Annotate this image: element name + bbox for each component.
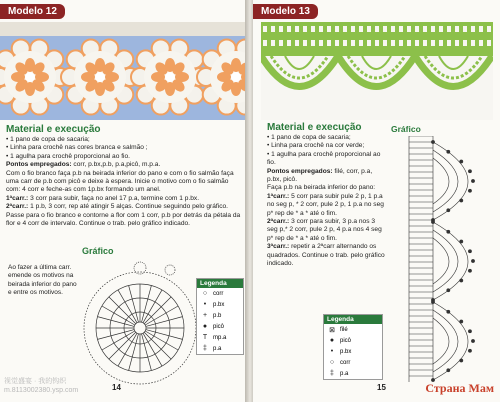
row-label: 2ªcarr.:	[267, 218, 290, 226]
graph-title: Gráfico	[391, 124, 421, 134]
legend-label: p.bx	[340, 348, 352, 355]
legend-label: p.b	[213, 312, 222, 319]
body-text: Faça p.b na beirada inferior do pano:	[267, 184, 376, 192]
material-line: • Linha para crochê na cor verde;	[267, 142, 365, 150]
legend-row	[197, 321, 243, 332]
legend-label: filé	[340, 326, 348, 333]
legend-row	[324, 346, 382, 357]
watermark-url: m.8113002380.ysp.com	[4, 387, 79, 394]
legend-row	[324, 335, 382, 346]
legend-label: p.a	[213, 345, 222, 352]
joining-note: Ao fazer a última carr. emende os motivos na beirada inferior do pano e entre os motivos.	[8, 264, 77, 297]
left-page	[0, 0, 247, 402]
watermark-text: 视觉盛宴 · 我的钩织	[4, 378, 67, 385]
stitches-text: corr, p.bx,p.b, p.a,picô, m.p.a.	[71, 161, 161, 169]
legend-symbol: •	[203, 301, 207, 308]
legend-symbol: ●	[329, 337, 335, 344]
crochet-chart	[403, 136, 495, 382]
model-tab: Modelo 12	[0, 4, 65, 19]
legend-row	[197, 332, 243, 343]
instructions-text	[6, 136, 242, 228]
row-text: 1 p.b, 3 corr, rep até atingir 5 alças. Continue seguindo pelo gráfico. Passe para o fio branco e contorne a flor com 1 corr, p.b por detrás da pétala da flor e 4 corr de intervalo. Continue o trab. pelo gráfico indicado.	[6, 203, 241, 228]
row-text: repetir a 2ªcarr alternando os quadrados. Continue o trab. pelo gráfico indicado.	[267, 243, 385, 268]
instructions-text	[267, 134, 387, 269]
legend-row	[197, 288, 243, 299]
crochet-chart	[82, 256, 200, 388]
row-label: 2ªcarr.:	[6, 203, 29, 211]
legend-symbol: ○	[202, 290, 208, 297]
legend-label: p.bx	[213, 301, 225, 308]
legend	[323, 314, 383, 380]
material-line: • Linha para crochê nas cores branca e salmão ;	[6, 144, 148, 152]
legend-row	[324, 357, 382, 368]
legend	[196, 278, 244, 355]
legend-title: Legenda	[324, 315, 382, 324]
body-text: Com o fio branco faça p.b na beirada inferior do pano e com o fio salmão faça uma carr de p.b com picô e deixe à espera. Inicie o motivo com o fio salmão com: 4 corr e feche-as com 1p.bx formando um anel.	[6, 169, 234, 194]
legend-label: picô	[213, 323, 225, 330]
stitches-label: Pontos empregados:	[267, 167, 333, 175]
legend-title: Legenda	[197, 279, 243, 288]
row-text: 3 corr para subir, 3 p.a nos 3 seg p,* 2 corr, pule 2 p, 4 p.a nos 4 seg p* rep de * a * até o fim.	[267, 218, 382, 242]
legend-symbol: T	[202, 334, 208, 341]
legend-row	[197, 310, 243, 321]
legend-symbol: +	[202, 312, 208, 319]
model-tab: Modelo 13	[253, 4, 318, 19]
page-number: 15	[377, 383, 386, 392]
row-label: 1ªcarr.:	[267, 192, 290, 200]
legend-symbol: •	[330, 348, 334, 355]
legend-row	[324, 368, 382, 379]
material-line: • 1 agulha para crochê proporcional ao fio.	[267, 150, 381, 167]
material-line: • 1 pano de copa de sacaria;	[6, 136, 90, 143]
row-text: 3 corr para subir, faça no anel 17 p.a, termine com 1 p.bx.	[28, 194, 200, 202]
graph-title: Gráfico	[82, 246, 114, 256]
legend-symbol: ○	[329, 359, 335, 366]
legend-label: mp.a	[213, 334, 227, 341]
legend-label: picô	[340, 337, 352, 344]
right-page	[253, 0, 500, 402]
legend-row	[197, 343, 243, 354]
legend-row	[197, 299, 243, 310]
section-heading: Material e execução	[6, 124, 101, 135]
legend-symbol: ●	[202, 323, 208, 330]
legend-label: corr	[213, 290, 224, 297]
section-heading: Material e execução	[267, 122, 362, 133]
site-watermark: Страна Мам	[425, 381, 494, 395]
page-number: 14	[112, 383, 121, 392]
green-lace-photo	[261, 22, 493, 120]
flower-lace-photo	[0, 22, 247, 120]
stitches-label: Pontos empregados:	[6, 161, 72, 169]
legend-row	[324, 324, 382, 335]
row-text: 5 corr para subir pule 2 p, 1 p.a no seg p, * 2 corr, pule 2 p, 1 p.a no seg p* rep de * a * até o fim.	[267, 192, 384, 217]
legend-label: p.a	[340, 370, 349, 377]
material-line: • 1 agulha para crochê proporcional ao fio.	[6, 152, 131, 160]
stitches-text: filé, corr, p.a, p.bx, picô.	[267, 167, 373, 184]
material-line: • 1 pano de copa de sacaria;	[267, 134, 351, 141]
legend-symbol: ‡	[203, 345, 207, 352]
legend-label: corr	[340, 359, 351, 366]
legend-symbol: ‡	[330, 370, 334, 377]
row-label: 3ªcarr.:	[267, 243, 290, 251]
row-label: 1ªcarr.:	[6, 194, 29, 202]
legend-symbol: ⊠	[329, 326, 335, 334]
